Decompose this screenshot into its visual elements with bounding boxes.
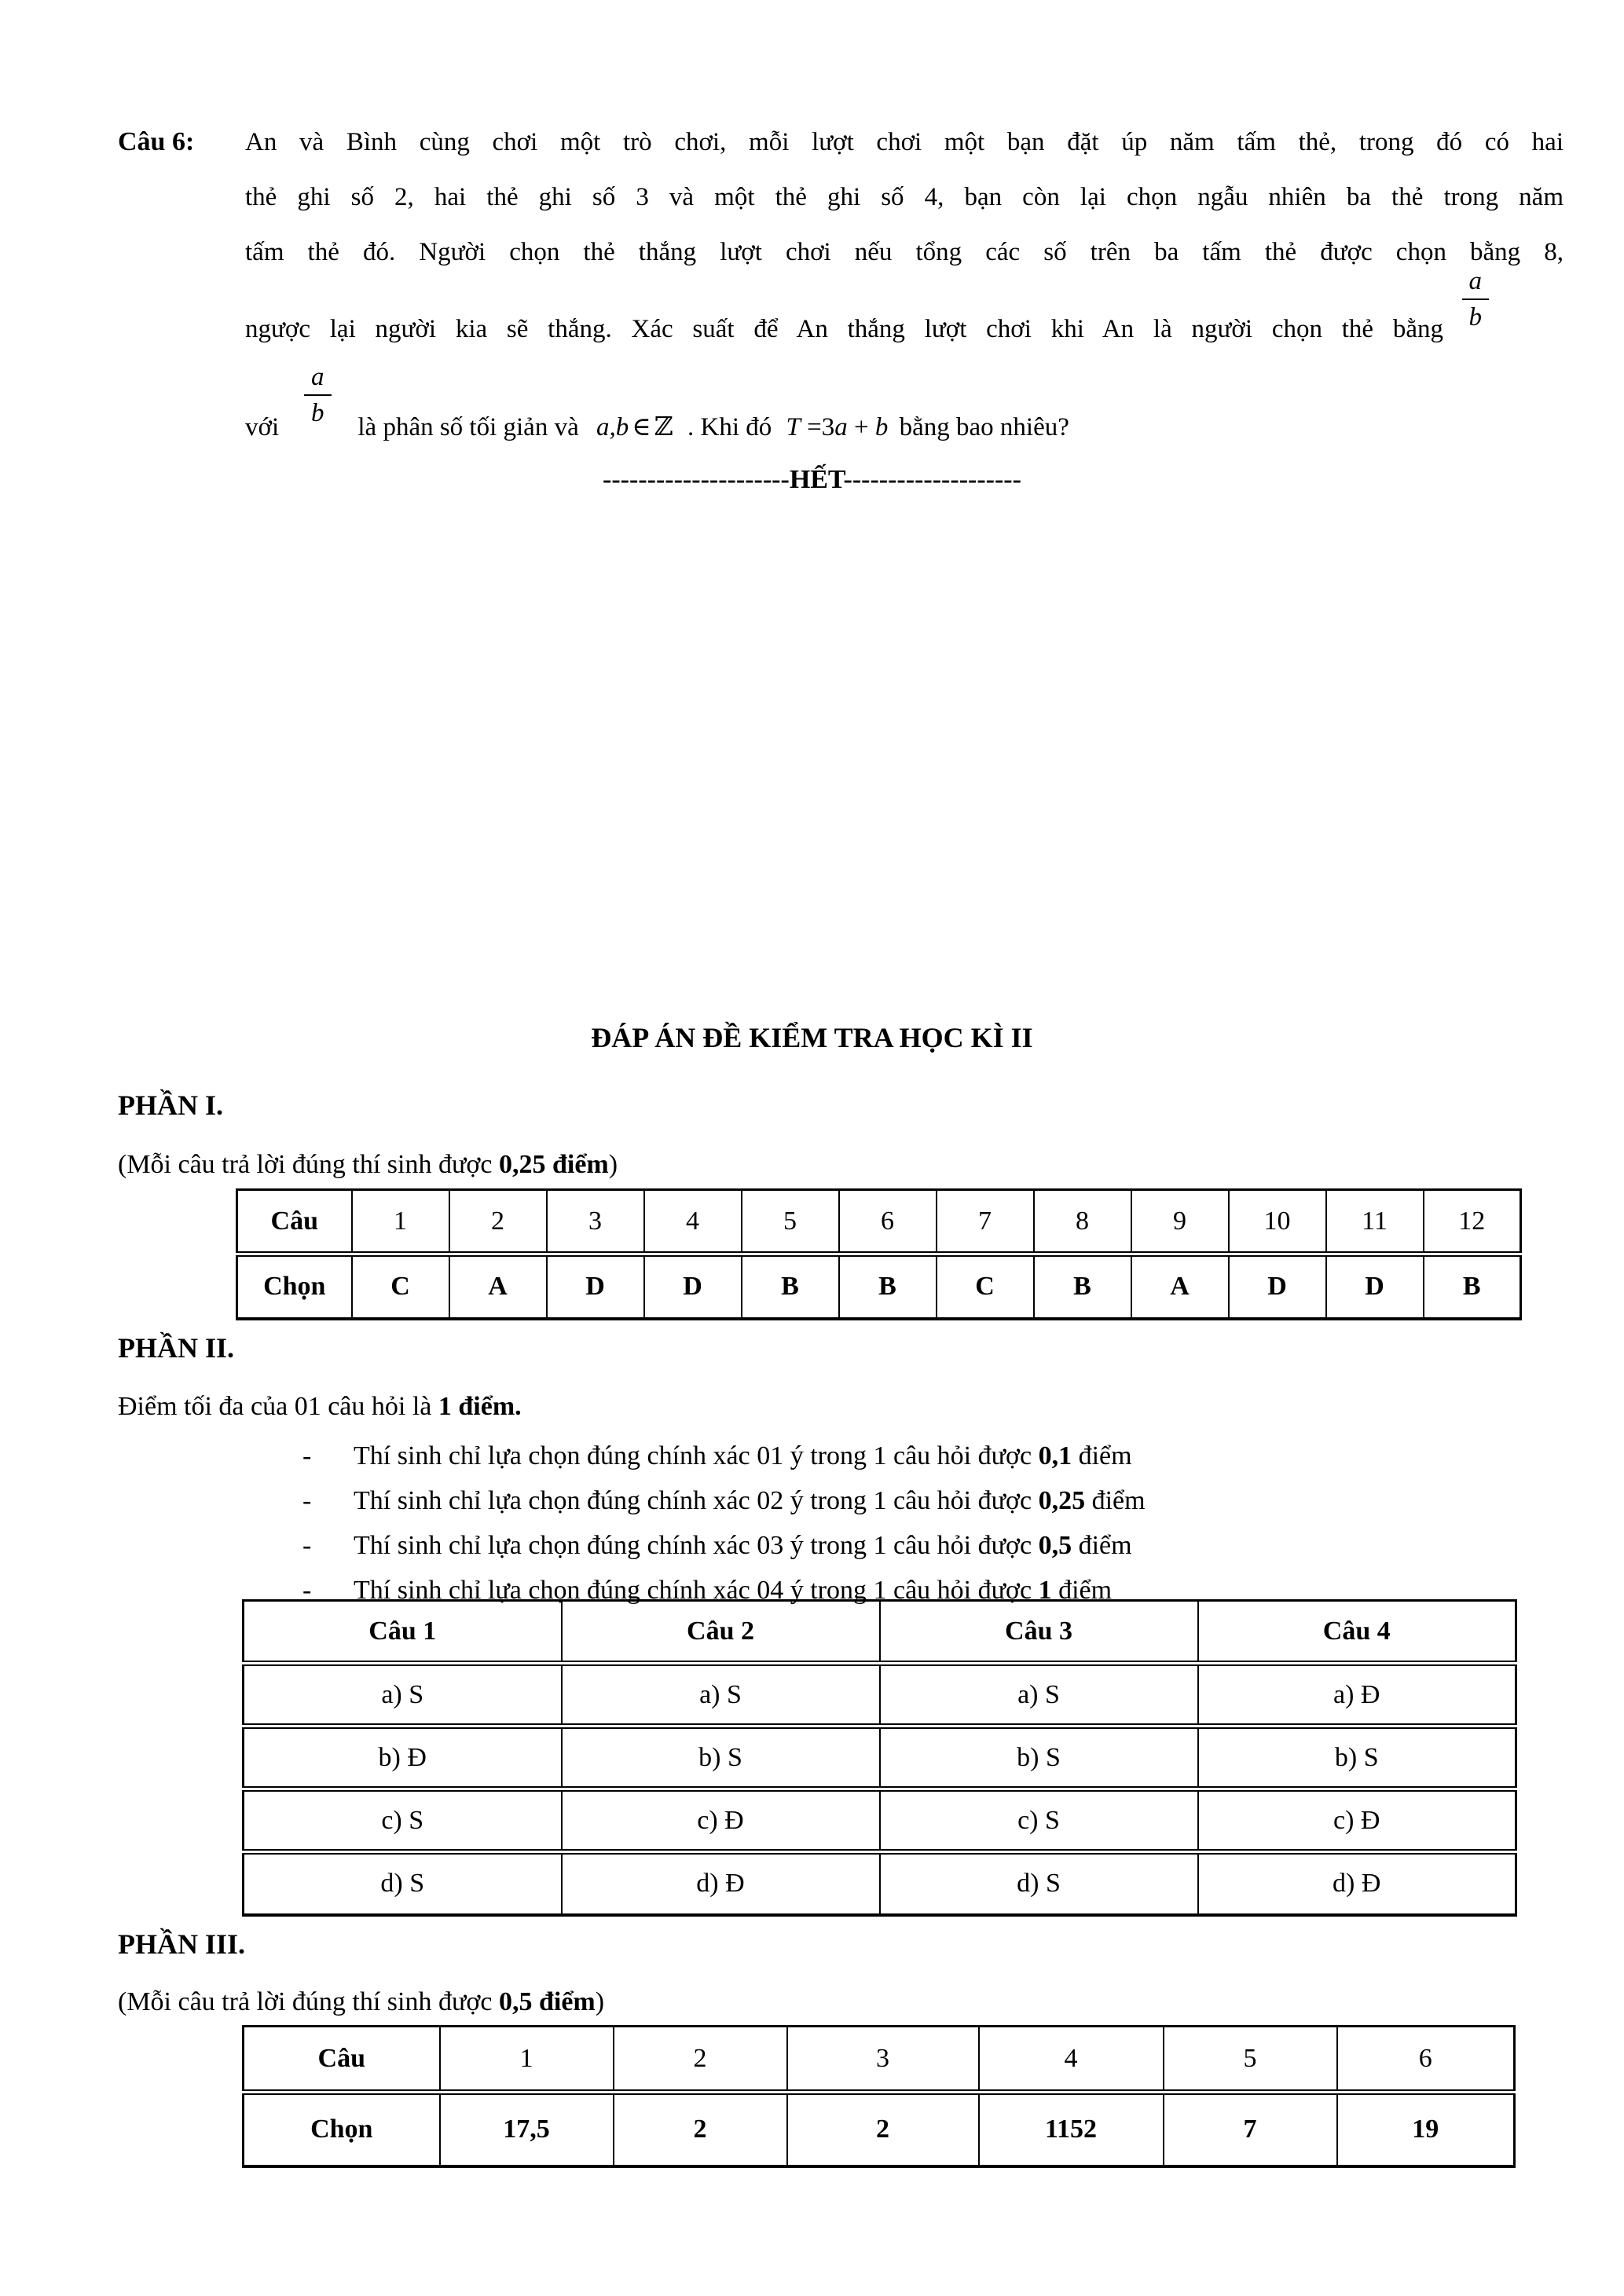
bullet-dash: - xyxy=(302,1531,312,1560)
part1-ans-10: D xyxy=(1229,1254,1326,1319)
part1-ans-2: A xyxy=(449,1254,547,1319)
part2-c1-d: d) S xyxy=(244,1852,562,1915)
part2-c1-c: c) S xyxy=(244,1789,562,1852)
rule-2-prefix: Thí sinh chỉ lựa chọn đúng chính xác 02 ý trong 1 câu hỏi được xyxy=(354,1486,1039,1515)
part1-num-6: 6 xyxy=(839,1190,937,1254)
question-6-line1: An và Bình cùng chơi một trò chơi, mỗi lượt chơi một bạn đặt úp năm tấm thẻ, trong đó có hai xyxy=(245,128,1564,156)
part2-c3-c: c) S xyxy=(880,1789,1198,1852)
part3-question-row xyxy=(244,2027,1515,2093)
math-var-b: b xyxy=(874,413,889,441)
part3-ans-3: 2 xyxy=(787,2093,979,2166)
part1-note-points: 0,25 điểm xyxy=(498,1150,609,1179)
bullet-dash: - xyxy=(302,1486,312,1515)
scoring-rule-3 xyxy=(302,1523,1146,1568)
part3-row-label-chon: Chọn xyxy=(244,2093,440,2166)
rule-3-points: 0,5 xyxy=(1038,1531,1072,1560)
part1-heading: PHẦN I. xyxy=(118,1089,223,1121)
plus-sign: + xyxy=(854,413,869,441)
bullet-dash: - xyxy=(302,1576,312,1605)
part1-row-label-chon: Chọn xyxy=(237,1254,352,1319)
fraction-a-over-b xyxy=(1462,264,1490,335)
question-6-line4-text: ngược lại người kia sẽ thắng. Xác suất để An thắng lượt chơi khi An là người chọn thẻ bằng xyxy=(245,315,1443,343)
math-var-a: a xyxy=(834,413,848,441)
part3-ans-2: 2 xyxy=(614,2093,787,2166)
divider-right-dashes: -------------------- xyxy=(843,465,1021,494)
divider-left-dashes: --------------------- xyxy=(603,465,790,494)
question-6-line5 xyxy=(245,363,1597,445)
integers-set-symbol: ℤ xyxy=(654,413,673,441)
part1-note xyxy=(118,1147,618,1183)
part2-c1-b: b) Đ xyxy=(244,1727,562,1789)
part1-num-11: 11 xyxy=(1326,1190,1424,1254)
part3-num-3: 3 xyxy=(787,2027,979,2093)
rule-3-prefix: Thí sinh chỉ lựa chọn đúng chính xác 03 ý trong 1 câu hỏi được xyxy=(354,1531,1039,1560)
rule-2-points: 0,25 xyxy=(1038,1486,1086,1515)
part2-row-a xyxy=(244,1664,1516,1727)
part1-num-4: 4 xyxy=(644,1190,742,1254)
bullet-dash: - xyxy=(302,1441,312,1470)
part1-ans-1: C xyxy=(352,1254,449,1319)
part1-row-label-cau: Câu xyxy=(237,1190,352,1254)
rule-2-suffix: điểm xyxy=(1085,1486,1146,1515)
part2-c4-c: c) Đ xyxy=(1198,1789,1516,1852)
part2-row-b xyxy=(244,1727,1516,1789)
part2-heading: PHẦN II. xyxy=(118,1332,235,1364)
part3-note-suffix: ) xyxy=(595,1987,605,2016)
scoring-rule-3-text xyxy=(354,1523,1132,1568)
part3-note xyxy=(118,1984,604,2020)
rule-4-points: 1 xyxy=(1038,1576,1052,1605)
fraction-numerator: a xyxy=(304,360,332,396)
part2-answer-table xyxy=(242,1599,1517,1917)
part2-row-c xyxy=(244,1789,1516,1852)
part3-ans-1: 17,5 xyxy=(440,2093,614,2166)
part2-c4-a: a) Đ xyxy=(1198,1664,1516,1727)
part1-ans-11: D xyxy=(1326,1254,1424,1319)
part3-num-4: 4 xyxy=(979,2027,1164,2093)
end-divider xyxy=(0,462,1624,498)
part1-ans-5: B xyxy=(742,1254,839,1319)
part1-num-8: 8 xyxy=(1034,1190,1131,1254)
part2-header-cau3: Câu 3 xyxy=(880,1601,1198,1664)
part2-c4-d: d) Đ xyxy=(1198,1852,1516,1915)
part3-ans-5: 7 xyxy=(1164,2093,1337,2166)
part1-num-2: 2 xyxy=(449,1190,547,1254)
part2-header-cau2: Câu 2 xyxy=(562,1601,880,1664)
part3-note-prefix: (Mỗi câu trả lời đúng thí sinh được xyxy=(118,1987,499,2016)
part2-header-row xyxy=(244,1601,1516,1664)
part2-c3-b: b) S xyxy=(880,1727,1198,1789)
part1-ans-9: A xyxy=(1131,1254,1229,1319)
part2-c3-a: a) S xyxy=(880,1664,1198,1727)
line5-with: với xyxy=(245,413,280,441)
part2-row-d xyxy=(244,1852,1516,1915)
part1-num-12: 12 xyxy=(1424,1190,1521,1254)
math-a-b-in-z xyxy=(596,413,673,441)
part1-ans-12: B xyxy=(1424,1254,1521,1319)
part2-header-cau1: Câu 1 xyxy=(244,1601,562,1664)
part2-c1-a: a) S xyxy=(244,1664,562,1727)
part1-note-prefix: (Mỗi câu trả lời đúng thí sinh được xyxy=(118,1150,499,1179)
part1-answer-row xyxy=(237,1254,1521,1319)
rule-4-suffix: điểm xyxy=(1051,1576,1113,1605)
question-6-label: Câu 6: xyxy=(118,127,195,156)
part2-c2-a: a) S xyxy=(562,1664,880,1727)
answer-key-title: ĐÁP ÁN ĐỀ KIỂM TRA HỌC KÌ II xyxy=(591,1022,1033,1053)
part1-ans-3: D xyxy=(547,1254,644,1319)
part1-num-7: 7 xyxy=(937,1190,1034,1254)
part2-intro-prefix: Điểm tối đa của 01 câu hỏi là xyxy=(118,1392,438,1421)
math-vars: a,b xyxy=(596,413,629,441)
fraction-a-over-b xyxy=(304,360,332,430)
scoring-rule-2-text xyxy=(354,1478,1146,1523)
rule-1-suffix: điểm xyxy=(1072,1441,1132,1470)
part2-header-cau4: Câu 4 xyxy=(1198,1601,1516,1664)
math-T-equals-3a-plus-b xyxy=(786,413,889,441)
part1-ans-7: C xyxy=(937,1254,1034,1319)
part1-num-3: 3 xyxy=(547,1190,644,1254)
part3-note-points: 0,5 điểm xyxy=(498,1987,596,2016)
part2-c4-b: b) S xyxy=(1198,1727,1516,1789)
math-var-T: T xyxy=(786,413,801,441)
part2-c2-c: c) Đ xyxy=(562,1789,880,1852)
fraction-denominator: b xyxy=(1468,303,1482,331)
part1-num-5: 5 xyxy=(742,1190,839,1254)
part1-num-1: 1 xyxy=(352,1190,449,1254)
rule-4-prefix: Thí sinh chỉ lựa chọn đúng chính xác 04 ý trong 1 câu hỏi được xyxy=(354,1576,1039,1605)
part3-answer-row xyxy=(244,2093,1515,2166)
part2-c2-d: d) Đ xyxy=(562,1852,880,1915)
rule-1-points: 0,1 xyxy=(1038,1441,1072,1470)
part1-num-10: 10 xyxy=(1229,1190,1326,1254)
part1-ans-8: B xyxy=(1034,1254,1131,1319)
scoring-rule-1 xyxy=(302,1434,1146,1478)
line5-then-text: . Khi đó xyxy=(687,413,772,441)
part3-answer-table xyxy=(242,2025,1516,2168)
part3-num-6: 6 xyxy=(1337,2027,1515,2093)
part1-question-row xyxy=(237,1190,1521,1254)
fraction-numerator: a xyxy=(1462,264,1490,300)
part1-num-9: 9 xyxy=(1131,1190,1229,1254)
element-of-symbol: ∈ xyxy=(632,413,651,441)
question-6-line2: thẻ ghi số 2, hai thẻ ghi số 3 và một thẻ ghi số 4, bạn còn lại chọn ngẫu nhiên ba thẻ trong năm xyxy=(245,183,1564,211)
part2-intro-points: 1 điểm. xyxy=(438,1392,522,1421)
part3-num-5: 5 xyxy=(1164,2027,1337,2093)
rule-1-prefix: Thí sinh chỉ lựa chọn đúng chính xác 01 ý trong 1 câu hỏi được xyxy=(354,1441,1039,1470)
part1-ans-4: D xyxy=(644,1254,742,1319)
part3-ans-4: 1152 xyxy=(979,2093,1164,2166)
part1-answer-table xyxy=(236,1188,1522,1320)
part2-scoring-rules xyxy=(302,1434,1146,1613)
question-6-line3: tấm thẻ đó. Người chọn thẻ thắng lượt chơi nếu tổng các số trên ba tấm thẻ được chọn bằng 8, xyxy=(245,238,1564,266)
part3-heading: PHẦN III. xyxy=(118,1928,246,1960)
part2-c2-b: b) S xyxy=(562,1727,880,1789)
fraction-denominator: b xyxy=(311,399,324,427)
equals-sign: = xyxy=(807,413,822,441)
part3-ans-6: 19 xyxy=(1337,2093,1515,2166)
line5-how-much-text: bằng bao nhiêu? xyxy=(899,413,1069,441)
part1-ans-6: B xyxy=(839,1254,937,1319)
question-6-line4 xyxy=(245,267,1564,347)
scoring-rule-2 xyxy=(302,1478,1146,1523)
part3-num-2: 2 xyxy=(614,2027,787,2093)
rule-3-suffix: điểm xyxy=(1072,1531,1132,1560)
scoring-rule-1-text xyxy=(354,1434,1132,1478)
part3-row-label-cau: Câu xyxy=(244,2027,440,2093)
part2-c3-d: d) S xyxy=(880,1852,1198,1915)
divider-het-label: HẾT xyxy=(789,465,844,494)
line5-irreducible-text: là phân số tối giản và xyxy=(357,413,579,441)
part1-note-suffix: ) xyxy=(608,1150,618,1179)
coefficient-3: 3 xyxy=(821,413,835,441)
part2-intro xyxy=(118,1389,522,1425)
part3-num-1: 1 xyxy=(440,2027,614,2093)
